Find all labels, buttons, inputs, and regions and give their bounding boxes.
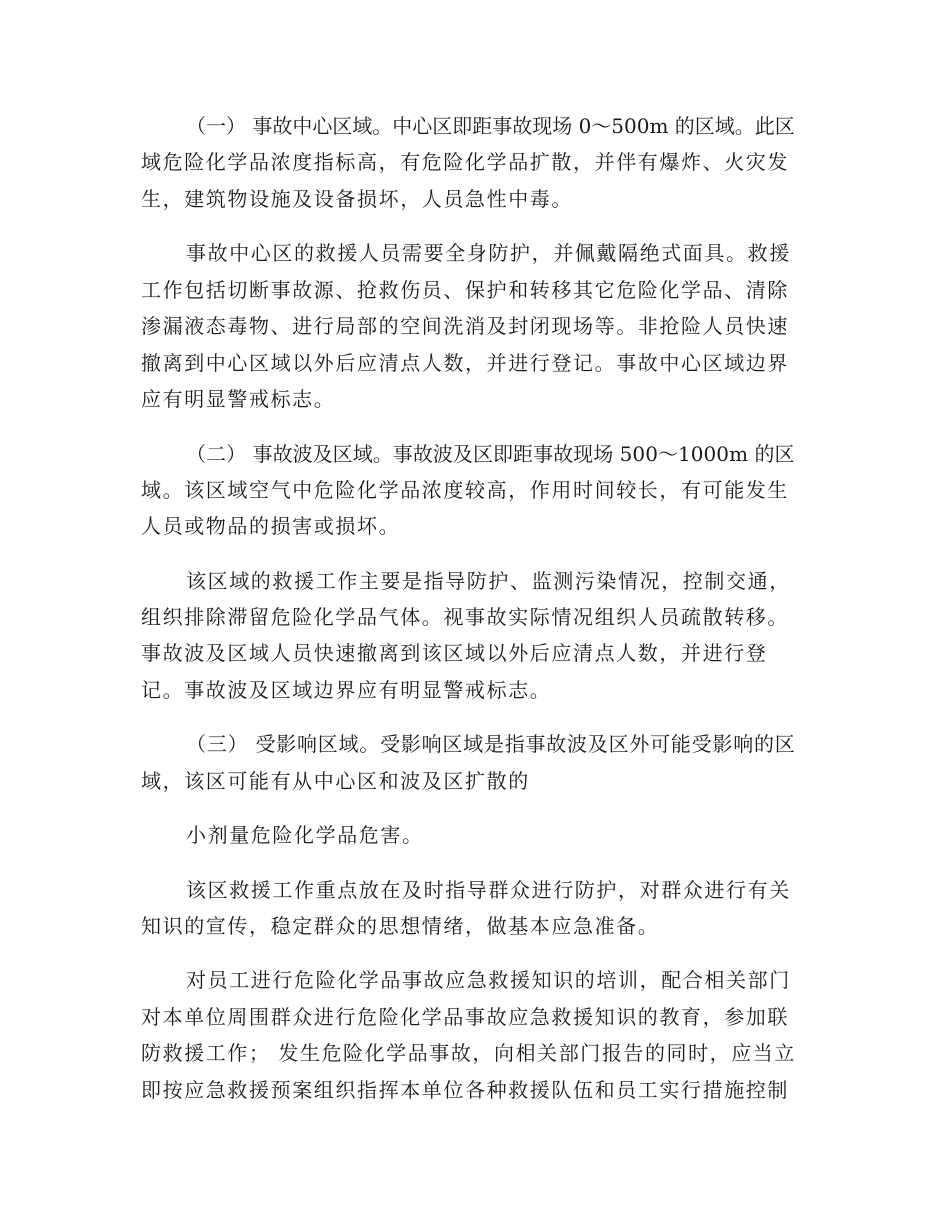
text-line: 小剂量危险化学品危害。 bbox=[186, 823, 424, 847]
text-line: 人员或物品的损害或损坏。 bbox=[141, 514, 401, 538]
text-line: 生，建筑物设施及设备损坏，人员急性中毒。 bbox=[141, 187, 573, 211]
text-line: （一） 事故中心区域。中心区即距事故现场 0～500m 的区域。此区 bbox=[186, 114, 795, 138]
text-line: 域，该区可能有从中心区和波及区扩散的 bbox=[141, 769, 530, 793]
text-line: 域。该区域空气中危险化学品浓度较高，作用时间较长，有可能发生 bbox=[141, 478, 789, 502]
text-line: （二） 事故波及区域。事故波及区即距事故现场 500～1000m 的区 bbox=[186, 442, 795, 466]
text-line: 知识的宣传，稳定群众的思想情绪，做基本应急准备。 bbox=[141, 914, 660, 938]
text-line: 即按应急救援预案组织指挥本单位各种救援队伍和员工实行措施控制 bbox=[141, 1078, 789, 1102]
text-line: 渗漏液态毒物、进行局部的空间洗消及封闭现场等。非抢险人员快速 bbox=[141, 314, 789, 338]
text-line: 记。事故波及区域边界应有明显警戒标志。 bbox=[141, 678, 552, 702]
text-line: 防救援工作； 发生危险化学品事故，向相关部门报告的同时，应当立 bbox=[141, 1041, 796, 1065]
text-line: 应有明显警戒标志。 bbox=[141, 387, 336, 411]
text-line: 对员工进行危险化学品事故应急救援知识的培训，配合相关部门 bbox=[186, 968, 791, 992]
text-line: 撤离到中心区域以外后应清点人数，并进行登记。事故中心区域边界 bbox=[141, 351, 789, 375]
text-line: 该区域的救援工作主要是指导防护、监测污染情况，控制交通， bbox=[186, 569, 791, 593]
text-line: 域危险化学品浓度指标高，有危险化学品扩散，并伴有爆炸、火灾发 bbox=[141, 150, 789, 174]
text-line: 事故中心区的救援人员需要全身防护，并佩戴隔绝式面具。救援 bbox=[186, 241, 791, 265]
text-line: 对本单位周围群众进行危险化学品事故应急救援知识的教育，参加联 bbox=[141, 1005, 789, 1029]
text-line: 事故波及区域人员快速撤离到该区域以外后应清点人数，并进行登 bbox=[141, 641, 768, 665]
text-line: 该区救援工作重点放在及时指导群众进行防护，对群众进行有关 bbox=[186, 878, 791, 902]
text-line: 组织排除滞留危险化学品气体。视事故实际情况组织人员疏散转移。 bbox=[141, 605, 789, 629]
text-line: （三） 受影响区域。受影响区域是指事故波及区外可能受影响的区 bbox=[186, 732, 796, 756]
text-line: 工作包括切断事故源、抢救伤员、保护和转移其它危险化学品、清除 bbox=[141, 278, 789, 302]
